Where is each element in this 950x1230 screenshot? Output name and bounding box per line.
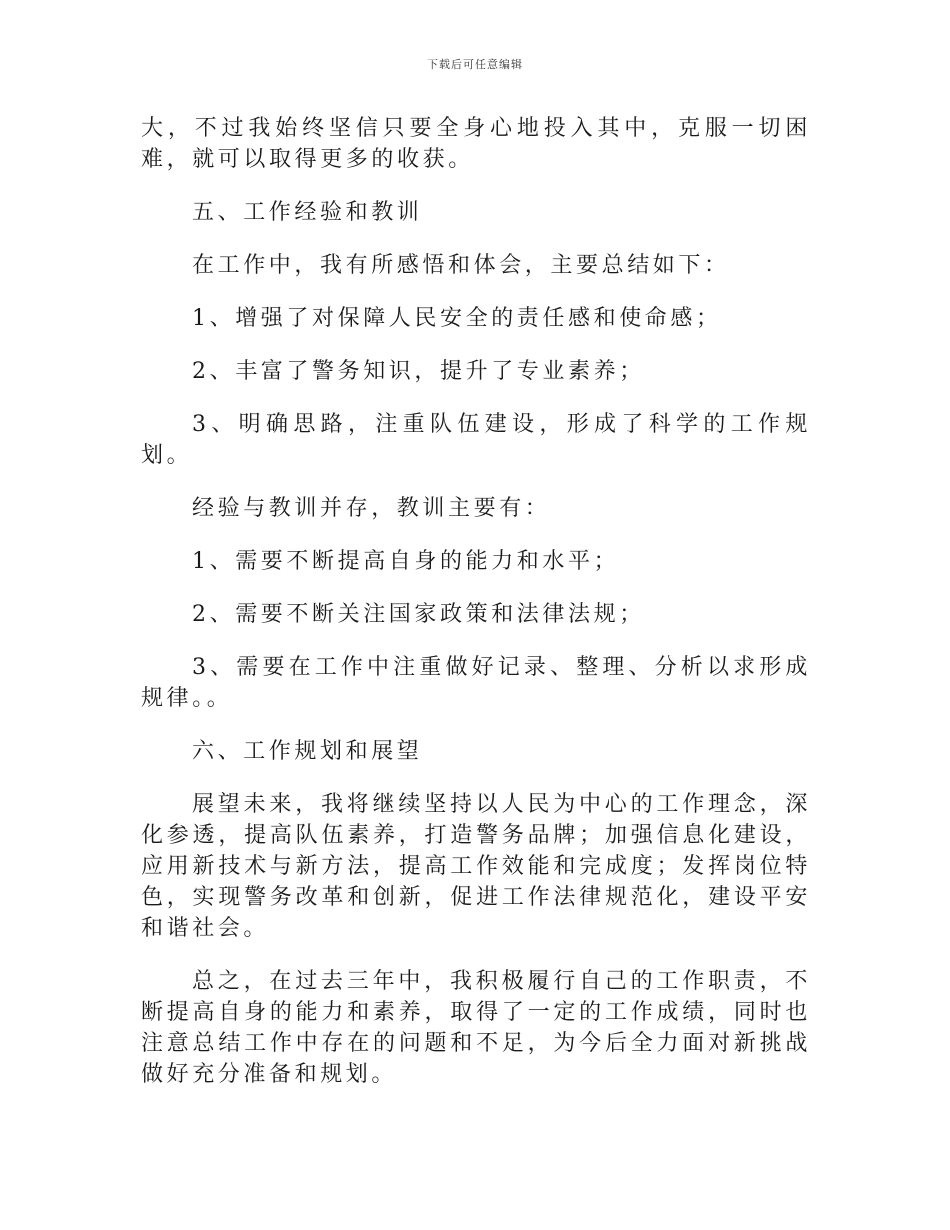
list-item-gain-1: 1、增强了对保障人民安全的责任感和使命感； xyxy=(192,306,722,331)
section-heading-experience: 五、工作经验和教训 xyxy=(192,200,423,225)
paragraph-lessons-intro: 经验与教训并存，教训主要有： xyxy=(192,496,551,521)
list-item-lesson-2: 2、需要不断关注国家政策和法律法规； xyxy=(192,602,645,627)
section-heading-plan: 六、工作规划和展望 xyxy=(192,739,423,764)
document-body xyxy=(141,113,811,1112)
page-header: 下载后可任意编辑 xyxy=(427,58,523,71)
paragraph-continuation: 大，不过我始终坚信只要全身心地投入其中，克服一切困难，就可以取得更多的收获。 xyxy=(141,116,811,172)
list-item-lesson-3: 3、需要在工作中注重做好记录、整理、分析以求形成规律。。 xyxy=(141,655,811,711)
list-item-lesson-1: 1、需要不断提高自身的能力和水平； xyxy=(192,549,620,574)
list-item-gain-2: 2、丰富了警务知识，提升了专业素养； xyxy=(192,359,645,384)
list-item-gain-3: 3、明确思路，注重队伍建设，形成了科学的工作规划。 xyxy=(141,412,811,468)
paragraph-summary-intro: 在工作中，我有所感悟和体会，主要总结如下： xyxy=(192,253,730,278)
paragraph-conclusion: 总之，在过去三年中，我积极履行自己的工作职责，不断提高自身的能力和素养，取得了一定的工作成绩，同时也注意总结工作中存在的问题和不足，为今后全力面对新挑战做好充分准备和规划。 xyxy=(141,969,811,1087)
paragraph-outlook: 展望未来，我将继续坚持以人民为中心的工作理念，深化参透，提高队伍素养，打造警务品牌；加强信息化建设，应用新技术与新方法，提高工作效能和完成度；发挥岗位特色，实现警务改革和创新，促进工作法律规范化，建设平安和谐社会。 xyxy=(141,792,811,941)
